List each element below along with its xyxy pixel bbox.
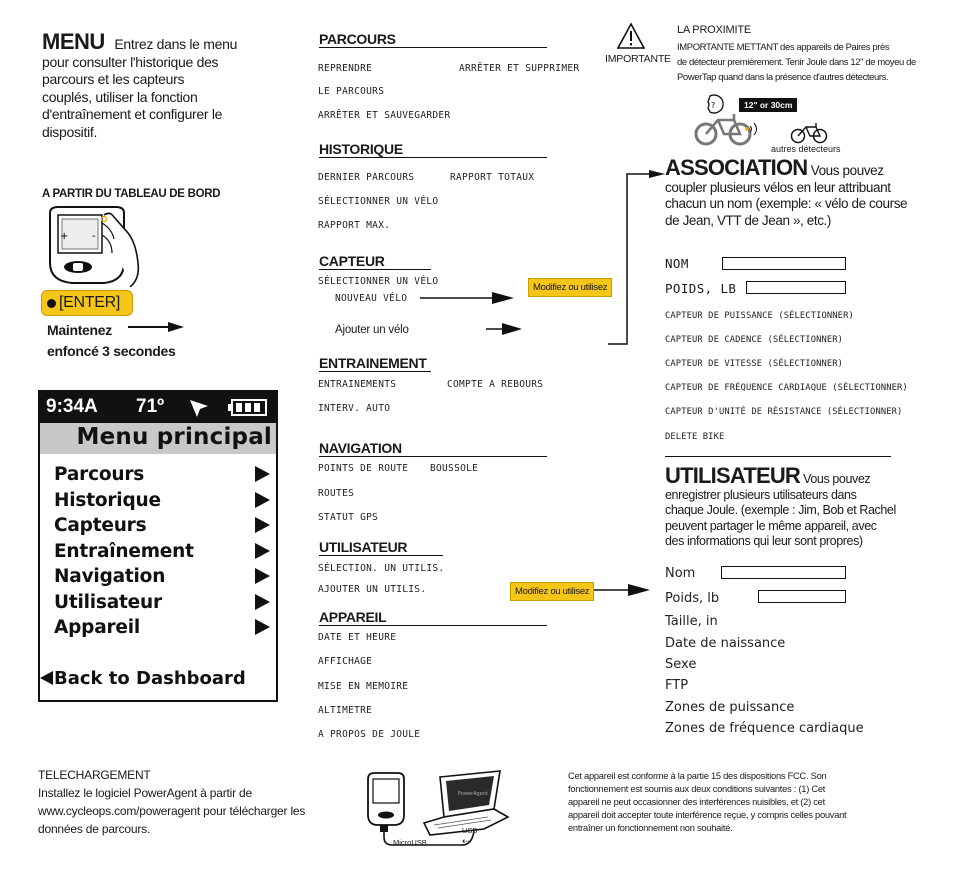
fcc-line-1: Cet appareil est conforme à la partie 15 des dispositions FCC. Son: [568, 771, 827, 781]
association-title: ASSOCIATION: [665, 155, 808, 180]
proximite-text: [677, 40, 916, 85]
association-capteur-vitesse[interactable]: CAPTEUR DE VITESSE (SÉLECTIONNER): [665, 359, 844, 369]
utilisateur-sexe[interactable]: Sexe: [665, 657, 697, 672]
capteur-modify-badge: Modifiez ou utilisez: [528, 278, 612, 297]
parcours-rule: [319, 47, 547, 48]
entrainement-rule: [319, 371, 431, 372]
autres-detecteurs-label: autres détecteurs: [771, 144, 841, 154]
historique-heading: HISTORIQUE: [319, 141, 403, 157]
association-poids-label: POIDS, LB: [665, 281, 737, 296]
utilisateur-line-5: des informations qui leur sont propres): [665, 534, 863, 548]
back-label: Back to Dashboard: [54, 668, 246, 689]
appareil-a-propos[interactable]: A PROPOS DE JOULE: [318, 729, 421, 740]
historique-selectionner-velo[interactable]: SÉLECTIONNER UN VÉLO: [318, 196, 439, 207]
download-line-1: Installez le logiciel PowerAgent à partir de: [38, 786, 252, 800]
hold-line-2: enfoncé 3 secondes: [47, 343, 176, 359]
utilisateur-taille[interactable]: Taille, in: [665, 614, 718, 629]
chevron-left-icon: [40, 671, 53, 685]
warning-icon: [616, 22, 646, 50]
utilisateur-poids-label: Poids, lb: [665, 591, 720, 606]
screen-title-bar: [40, 423, 276, 454]
dashboard-heading: A PARTIR DU TABLEAU DE BORD: [42, 188, 221, 200]
historique-rapport-totaux[interactable]: RAPPORT TOTAUX: [450, 172, 535, 183]
utilisateur-modify-badge: Modifiez ou utilisez: [510, 582, 594, 601]
appareil-rule: [319, 625, 547, 626]
arrow-right-icon: [128, 321, 184, 333]
download-title: TELECHARGEMENT: [38, 768, 151, 782]
association-nom-field[interactable]: [722, 257, 846, 270]
capteur-heading: CAPTEUR: [319, 253, 385, 269]
arrow-right-icon: [486, 322, 522, 336]
capteur-nouveau-velo[interactable]: NOUVEAU VÉLO: [335, 293, 408, 304]
chevron-right-icon: [255, 466, 270, 482]
utilisateur-nom-field[interactable]: [721, 566, 846, 579]
navigation-statut-gps[interactable]: STATUT GPS: [318, 512, 379, 523]
entrainement-heading: ENTRAINEMENT: [319, 355, 427, 371]
fcc-line-2: fonctionnement est soumis aux deux conditions suivantes : (1) Cet: [568, 784, 826, 794]
association-line-2: coupler plusieurs vélos en leur attribuant: [665, 179, 891, 195]
warning-label: IMPORTANTE: [605, 53, 671, 65]
device-hand-illustration: [40, 205, 150, 287]
association-capteur-puissance[interactable]: CAPTEUR DE PUISSANCE (SÉLECTIONNER): [665, 311, 854, 321]
capteur-rule: [319, 269, 431, 270]
enter-label: [ENTER]: [59, 294, 121, 311]
gps-arrow-icon: [188, 397, 210, 419]
association-line-4: de Jean, VTT de Jean », etc.): [665, 212, 832, 228]
usb-icon: ⇠: [462, 836, 470, 846]
utilisateur-selection[interactable]: SÉLECTION. UN UTILIS.: [318, 563, 445, 574]
download-section: [38, 766, 305, 838]
utilisateur-date-naissance[interactable]: Date de naissance: [665, 636, 786, 651]
screen-title: Menu principal: [76, 424, 272, 450]
appareil-altimetre[interactable]: ALTIMETRE: [318, 705, 373, 716]
screen-item-navigation[interactable]: Navigation: [54, 566, 166, 587]
svg-text:?: ?: [711, 101, 716, 110]
screen-item-appareil[interactable]: Appareil: [54, 617, 141, 638]
association-line-3: chacun un nom (exemple: « vélo de course: [665, 196, 908, 211]
screen-item-historique[interactable]: Historique: [54, 490, 161, 511]
hold-line-1: Maintenez: [47, 322, 112, 338]
enter-button-badge[interactable]: [41, 290, 133, 316]
download-line-2[interactable]: www.cycleops.com/poweragent pour télécharger les: [38, 804, 306, 818]
chevron-right-icon: [255, 594, 270, 610]
distance-label: 12" or 30cm: [739, 98, 797, 112]
proximite-line-2: de détecteur premièrement. Tenir Joule dans 12" de moyeu de: [677, 57, 916, 68]
navigation-points-de-route[interactable]: POINTS DE ROUTE: [318, 463, 409, 474]
svg-text:+: +: [60, 231, 69, 242]
menu-desc-6: dispositif.: [42, 123, 98, 140]
historique-dernier-parcours[interactable]: DERNIER PARCOURS: [318, 172, 415, 183]
association-capteur-frequence[interactable]: CAPTEUR DE FRÉQUENCE CARDIAQUE (SÉLECTIONNER): [665, 383, 908, 393]
menu-intro: [42, 29, 272, 141]
screen-item-utilisateur[interactable]: Utilisateur: [54, 592, 162, 613]
association-capteur-cadence[interactable]: CAPTEUR DE CADENCE (SÉLECTIONNER): [665, 335, 844, 345]
appareil-affichage[interactable]: AFFICHAGE: [318, 656, 373, 667]
proximite-title: LA PROXIMITE: [677, 24, 752, 36]
utilisateur-menu-heading: UTILISATEUR: [319, 539, 408, 555]
menu-desc-2: pour consulter l'historique des: [42, 53, 219, 70]
appareil-date-heure[interactable]: DATE ET HEURE: [318, 632, 397, 643]
proximite-line-1: IMPORTANTE METTANT des appareils de Paires près: [677, 42, 890, 53]
back-to-dashboard[interactable]: [40, 668, 246, 689]
fcc-line-3: appareil ne peut occasionner des interférences nuisibles, et (2) cet: [568, 797, 825, 807]
entrainement-entrainements[interactable]: ENTRAINEMENTS: [318, 379, 397, 390]
parcours-heading: PARCOURS: [319, 31, 396, 47]
capteur-ajouter-velo[interactable]: Ajouter un vélo: [335, 324, 409, 336]
screen-time: 9:34A: [46, 396, 98, 417]
chevron-right-icon: [255, 492, 270, 508]
utilisateur-menu-rule: [319, 555, 443, 556]
download-line-3: données de parcours.: [38, 822, 151, 836]
menu-desc-3: parcours et les capteurs: [42, 71, 185, 87]
chevron-right-icon: [255, 543, 270, 559]
capteur-selectionner-velo[interactable]: SÉLECTIONNER UN VÉLO: [318, 276, 439, 287]
association-connector-line: [607, 170, 667, 346]
parcours-arreter-sauvegarder[interactable]: ARRÊTER ET SAUVEGARDER: [318, 110, 451, 121]
chevron-right-icon: [255, 568, 270, 584]
utilisateur-poids-field[interactable]: [758, 590, 846, 603]
association-delete-bike[interactable]: DELETE BIKE: [665, 432, 725, 442]
utilisateur-ftp[interactable]: FTP: [665, 678, 689, 693]
utilisateur-zones-frequence[interactable]: Zones de fréquence cardiaque: [665, 721, 864, 736]
appareil-heading: APPAREIL: [319, 609, 387, 625]
screen-item-parcours[interactable]: Parcours: [54, 464, 145, 485]
fcc-line-5: entraîner un fonctionnement non souhaité.: [568, 823, 733, 833]
screen-temperature: 71º: [136, 396, 165, 417]
chevron-right-icon: [255, 517, 270, 533]
menu-title: MENU: [42, 29, 105, 54]
fcc-line-4: appareil doit accepter toute interférence reçue, y compris celles pouvant: [568, 810, 847, 820]
historique-rule: [319, 157, 547, 158]
enter-dot-icon: [47, 299, 56, 308]
utilisateur-intro: [665, 463, 915, 550]
navigation-routes[interactable]: ROUTES: [318, 488, 355, 499]
utilisateur-line-4: peuvent partager le même appareil, avec: [665, 518, 877, 533]
entrainement-interv-auto[interactable]: INTERV. AUTO: [318, 403, 391, 414]
battery-icon: [228, 399, 268, 416]
arrow-right-icon: [420, 291, 514, 305]
utilisateur-nom-label: Nom: [665, 566, 696, 581]
proximite-line-3: PowerTap quand dans la présence d'autres détecteurs.: [677, 72, 889, 83]
microusb-label: MicroUSB: [393, 838, 427, 847]
historique-rapport-max[interactable]: RAPPORT MAX.: [318, 220, 391, 231]
menu-desc-4: couplés, utiliser la fonction: [42, 88, 198, 105]
parcours-reprendre[interactable]: REPRENDRE: [318, 63, 373, 74]
fcc-notice: [568, 770, 846, 835]
association-intro: [665, 155, 915, 229]
utilisateur-line-1: Vous pouvez: [803, 472, 871, 486]
navigation-heading: NAVIGATION: [319, 440, 402, 456]
arrow-right-icon: [594, 583, 650, 597]
utilisateur-line-3: chaque Joule. (exemple : Jim, Bob et Rachel: [665, 503, 896, 517]
utilisateur-zones-puissance[interactable]: Zones de puissance: [665, 700, 795, 715]
entrainement-compte-a-rebours[interactable]: COMPTE A REBOURS: [447, 379, 544, 390]
usb-label: USB: [462, 826, 478, 835]
device-laptop-usb-illustration: [360, 765, 510, 860]
association-poids-field[interactable]: [746, 281, 846, 294]
association-line-1: Vous pouvez: [810, 163, 884, 178]
svg-text:PowerAgent: PowerAgent: [458, 791, 488, 797]
parcours-le-parcours: LE PARCOURS: [318, 86, 385, 97]
screen-item-capteurs[interactable]: Capteurs: [54, 515, 147, 536]
svg-text:-: -: [92, 231, 96, 242]
menu-desc-5: d'entraînement et configurer le: [42, 106, 223, 122]
utilisateur-title: UTILISATEUR: [665, 463, 801, 488]
utilisateur-ajouter[interactable]: AJOUTER UN UTILIS.: [318, 584, 427, 595]
association-nom-label: NOM: [665, 256, 689, 271]
menu-desc-1: Entrez dans le menu: [114, 36, 238, 52]
association-bottom-rule: [665, 456, 891, 457]
screen-status-bar: [40, 392, 276, 423]
parcours-arreter-supprimer[interactable]: ARRÊTER ET SUPPRIMER: [459, 63, 580, 74]
appareil-memoire[interactable]: MISE EN MEMOIRE: [318, 681, 409, 692]
association-capteur-resistance[interactable]: CAPTEUR D'UNITÉ DE RÉSISTANCE (SÉLECTIONNER): [665, 407, 903, 417]
screen-item-entrainement[interactable]: Entraînement: [54, 541, 194, 562]
utilisateur-line-2: enregistrer plusieurs utilisateurs dans: [665, 487, 857, 502]
navigation-rule: [319, 456, 547, 457]
chevron-right-icon: [255, 619, 270, 635]
navigation-boussole[interactable]: BOUSSOLE: [430, 463, 479, 474]
